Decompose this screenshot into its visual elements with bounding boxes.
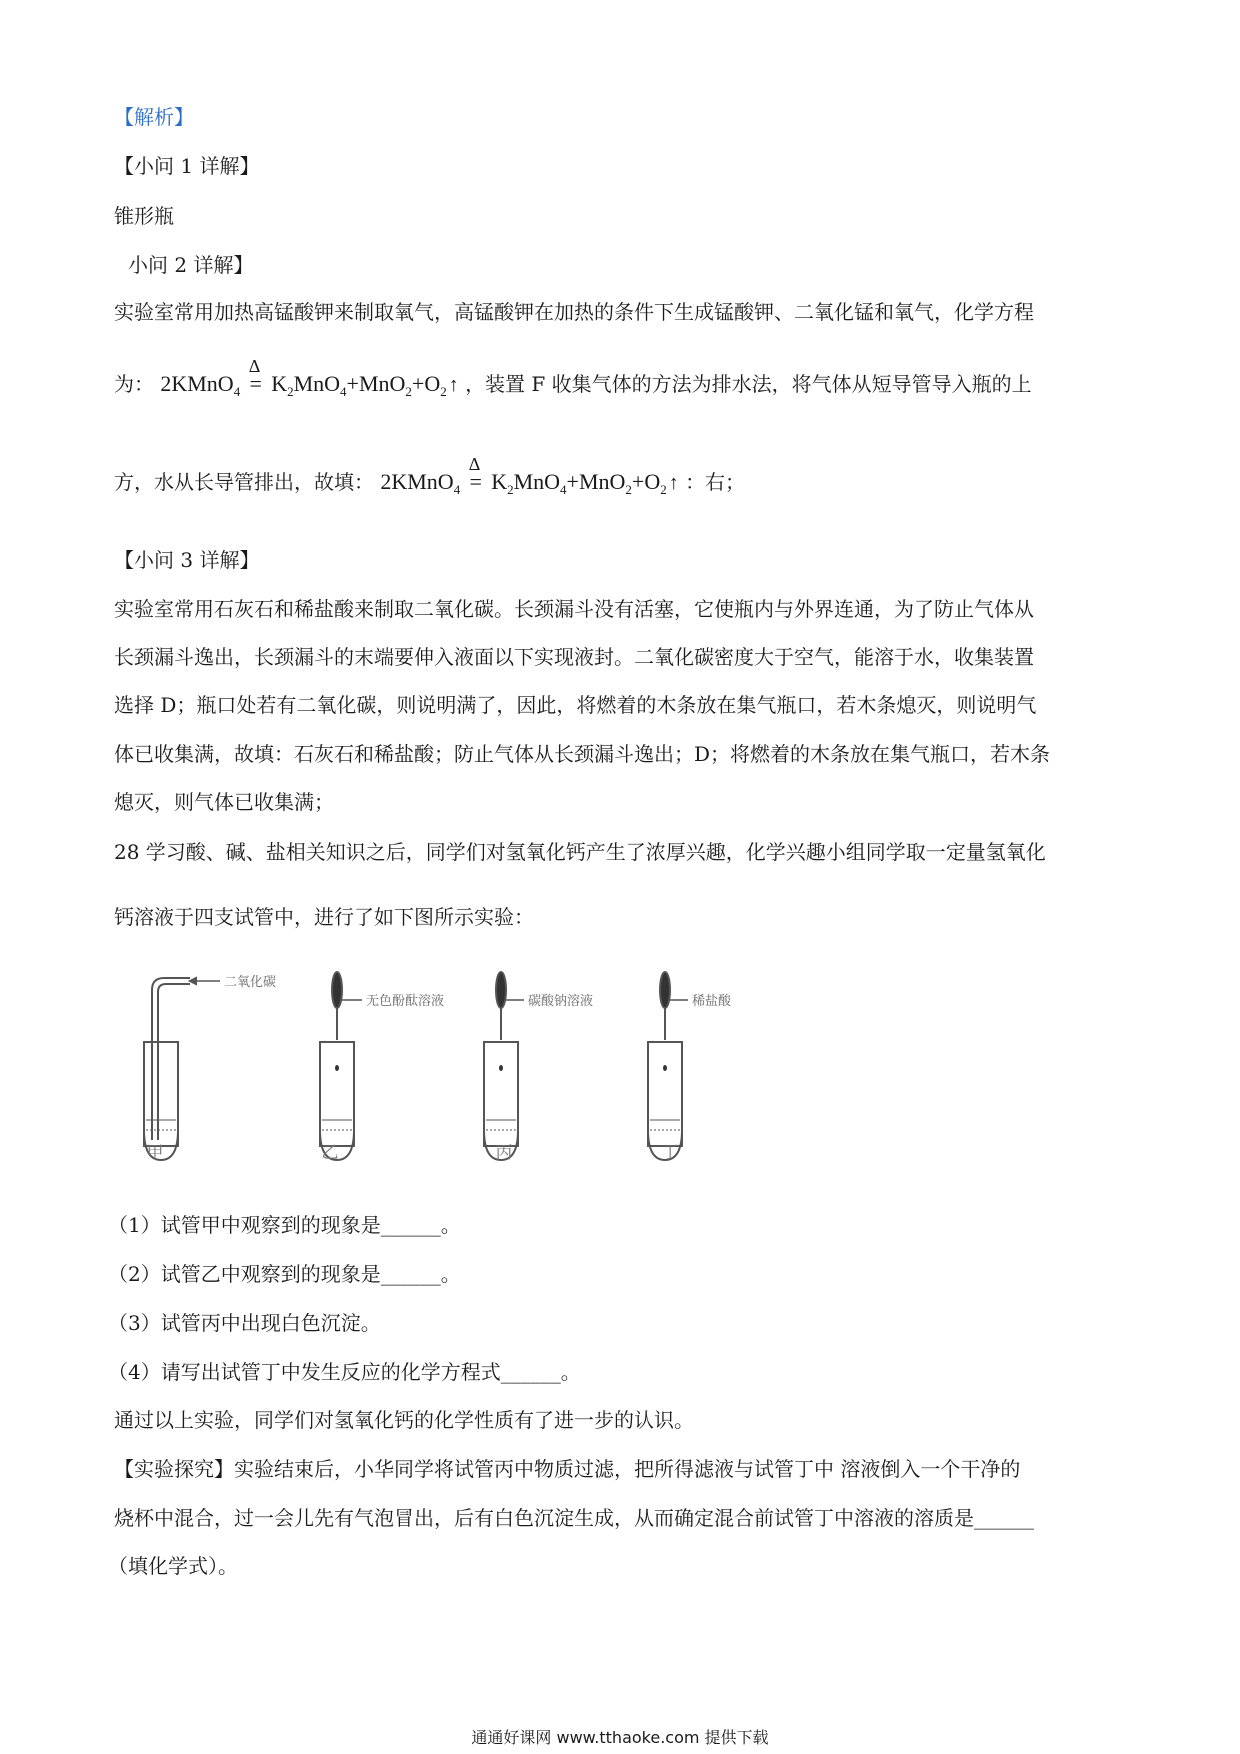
q2-title: 小问 2 详解】: [128, 253, 254, 277]
gas-arrow-icon: ↑: [448, 374, 459, 396]
delta-symbol: Δ: [248, 356, 261, 376]
equals-sign: =: [469, 469, 482, 494]
tube-jia: [144, 978, 220, 1160]
q2-paragraph-1: 实验室常用加热高锰酸钾来制取氧气，高锰酸钾在加热的条件下生成锰酸钾、二氧化锰和氧气，化学方程: [114, 300, 1034, 324]
eq-mno-sub: 4: [340, 384, 347, 399]
eq-mno2-sub: 2: [625, 482, 632, 497]
q28-sub-4: （4）请写出试管丁中发生反应的化学方程式______。: [108, 1360, 581, 1384]
tube-yi: [320, 972, 362, 1160]
q28-sub-3: （3）试管丙中出现白色沉淀。: [108, 1311, 381, 1335]
eq-mno2: +MnO: [346, 371, 406, 396]
page-footer: 通通好课网 www.tthaoke.com 提供下载: [471, 1728, 769, 1747]
tube-label-jia: 甲: [146, 1143, 164, 1163]
q2-paragraph-3: [114, 454, 746, 504]
q28-explore-line: 烧杯中混合，过一会儿先有气泡冒出，后有白色沉淀生成，从而确定混合前试管丁中溶液的溶质是______: [114, 1506, 1034, 1530]
eq-mno-sub: 4: [560, 482, 567, 497]
q2-paragraph-2: [114, 356, 1032, 406]
tube-ding: [648, 972, 688, 1160]
q28-line-2: 钙溶液于四支试管中，进行了如下图所示实验：: [114, 905, 534, 929]
eq-o2: +O: [631, 469, 661, 494]
eq-k: K: [271, 371, 288, 396]
q28-explore-line: （填化学式）。: [108, 1554, 238, 1578]
label-phenolphthalein: 无色酚酞溶液: [366, 994, 445, 1009]
eq-mno: MnO: [513, 469, 561, 494]
q28-line-1: 28 学习酸、碱、盐相关知识之后，同学们对氢氧化钙产生了浓厚兴趣，化学兴趣小组同学取一定量氢氧化: [114, 840, 1046, 864]
eq-k-sub: 2: [507, 482, 514, 497]
q3-line: 熄灭，则气体已收集满；: [114, 790, 334, 814]
eq-mno2: +MnO: [566, 469, 626, 494]
q2-p3-prefix: 方，水从长导管排出，故填：: [114, 470, 374, 494]
eq-o2-sub: 2: [440, 384, 447, 399]
eq-mno: MnO: [293, 371, 341, 396]
q2-p3-suffix: ：右；: [685, 470, 746, 494]
heat-condition: [467, 454, 485, 496]
eq-o2-sub: 2: [660, 482, 667, 497]
label-sodium-carbonate: 碳酸钠溶液: [528, 994, 594, 1009]
eq-o2: +O: [411, 371, 441, 396]
label-hydrochloric-acid: 稀盐酸: [692, 994, 732, 1009]
experiment-figure: [130, 960, 770, 1180]
eq-mno2-sub: 2: [405, 384, 412, 399]
q28-sub-1: （1）试管甲中观察到的现象是______。: [108, 1213, 461, 1237]
q3-line: 实验室常用石灰石和稀盐酸来制取二氧化碳。长颈漏斗没有活塞，它使瓶内与外界连通，为了防止气体从: [114, 597, 1034, 621]
q1-title: 【小问 1 详解】: [114, 154, 260, 178]
eq-k-sub: 2: [287, 384, 294, 399]
q28-sub-2: （2）试管乙中观察到的现象是______。: [108, 1262, 461, 1286]
chemical-equation-2: [380, 454, 679, 504]
eq-lhs-sub: 4: [233, 384, 241, 399]
q3-line: 体已收集满，故填：石灰石和稀盐酸；防止气体从长颈漏斗逸出；D；将燃着的木条放在集气瓶口，若木条: [114, 742, 1051, 766]
q3-line: 选择 D；瓶口处若有二氧化碳，则说明满了，因此，将燃着的木条放在集气瓶口，若木条熄灭，则说明气: [114, 693, 1037, 717]
tube-label-bing: 丙: [495, 1143, 513, 1163]
q28-explore-line: 【实验探究】实验结束后，小华同学将试管丙中物质过滤，把所得滤液与试管丁中 溶液倒入一个干净的: [114, 1457, 1021, 1481]
eq-lhs: 2KMnO: [380, 469, 454, 494]
q28-summary: 通过以上实验，同学们对氢氧化钙的化学性质有了进一步的认识。: [114, 1408, 694, 1432]
tube-label-yi: 乙: [321, 1143, 339, 1163]
tube-bing: [484, 972, 524, 1160]
q2-p2-prefix: 为：: [114, 372, 154, 396]
tube-label-ding: 丁: [661, 1143, 679, 1163]
eq-k: K: [491, 469, 508, 494]
analysis-label: 【解析】: [114, 105, 194, 129]
eq-lhs: 2KMnO: [160, 371, 234, 396]
q2-p2-suffix: ，装置 F 收集气体的方法为排水法，将气体从短导管导入瓶的上: [465, 372, 1032, 396]
q3-line: 长颈漏斗逸出，长颈漏斗的末端要伸入液面以下实现液封。二氧化碳密度大于空气，能溶于水，收集装置: [114, 645, 1034, 669]
gas-arrow-icon: ↑: [668, 472, 679, 494]
q3-title: 【小问 3 详解】: [114, 548, 260, 572]
label-co2: 二氧化碳: [224, 975, 277, 990]
q1-answer: 锥形瓶: [114, 204, 174, 228]
heat-condition: [247, 356, 265, 398]
delta-symbol: Δ: [468, 454, 481, 474]
chemical-equation: [160, 356, 459, 406]
equals-sign: =: [249, 371, 262, 396]
eq-lhs-sub: 4: [453, 482, 461, 497]
